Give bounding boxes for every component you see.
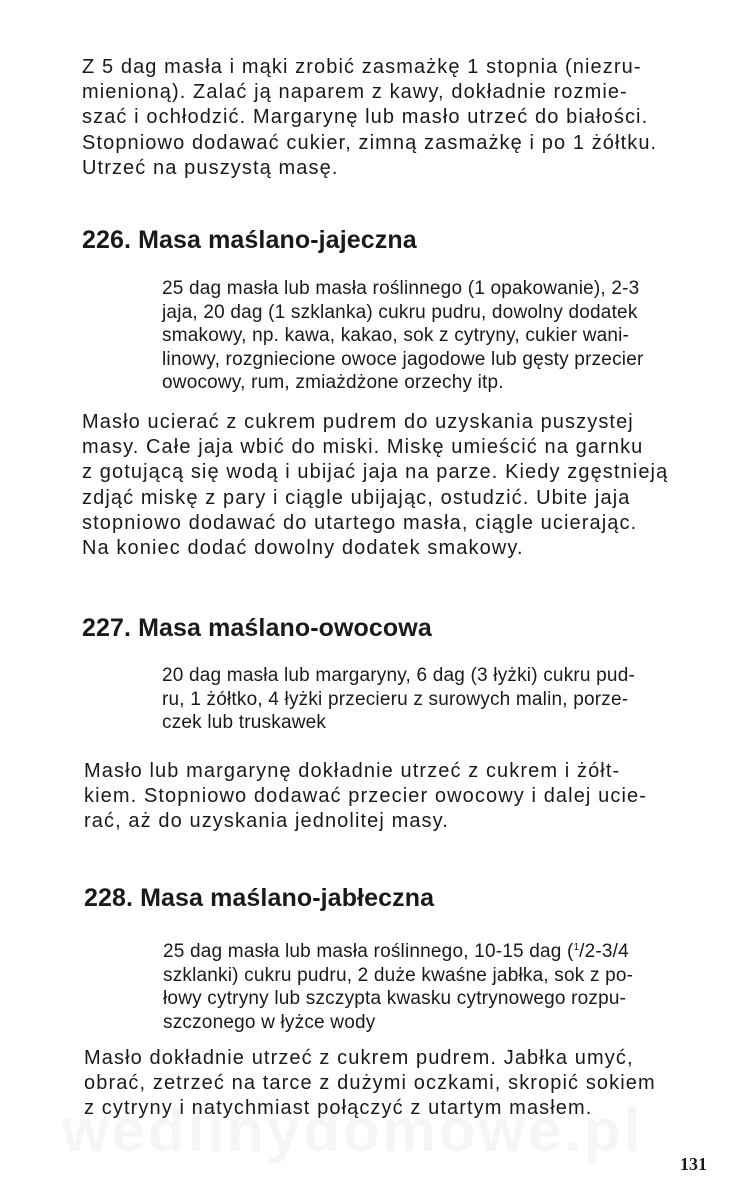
text-line: szać i ochłodzić. Margarynę lub masło utrzeć do białości. xyxy=(82,106,649,129)
text-line: Z 5 dag masła i mąki zrobić zasmażkę 1 stopnia (niezru- xyxy=(82,56,642,78)
text-line: 20 dag masła lub margaryny, 6 dag (3 łyżki) cukru pud- xyxy=(162,665,635,686)
text-line: Masło lub margarynę dokładnie utrzeć z cukrem i żółt- xyxy=(84,760,621,782)
text-line xyxy=(163,936,633,964)
text-line: szklanki) cukru pudru, 2 duże kwaśne jabłka, sok z po- xyxy=(163,964,634,986)
text-line: Masło dokładnie utrzeć z cukrem pudrem. Jabłka umyć, xyxy=(84,1047,634,1069)
text-line: mienioną). Zalać ją naparem z kawy, dokładnie rozmie- xyxy=(82,81,628,104)
text-line: obrać, zetrzeć na tarce z dużymi oczkami, skropić sokiem xyxy=(84,1072,656,1095)
text-line: łowy cytryny lub szczypta kwasku cytrynowego rozpu- xyxy=(163,988,627,1010)
recipe-226-method xyxy=(82,410,668,561)
recipe-228-method xyxy=(84,1046,656,1122)
text-fragment: /2-3/4 xyxy=(579,941,629,962)
text-line: linowy, rozgniecione owoce jagodowe lub gęsty przecier xyxy=(162,348,644,370)
text-line: ru, 1 żółtko, 4 łyżki przecieru z surowych malin, porze- xyxy=(162,688,629,710)
page-number: 131 xyxy=(680,1154,707,1174)
text-line: Masło ucierać z cukrem pudrem do uzyskania puszystej xyxy=(82,411,634,433)
text-line: owocowy, rum, zmiażdżone orzechy itp. xyxy=(162,372,504,394)
text-line: Utrzeć na puszystą masę. xyxy=(82,156,339,179)
text-line: Stopniowo dodawać cukier, zimną zasmażkę i po 1 żółtku. xyxy=(82,131,658,154)
text-line: stopniowo dodawać do utartego masła, ciągle ucierając. xyxy=(82,511,638,534)
text-fragment: 25 dag masła lub masła roślinnego, 10-15 dag ( xyxy=(163,941,574,962)
intro-paragraph xyxy=(82,55,657,181)
recipe-227-title: 227. Masa maślano-owocowa xyxy=(82,614,432,642)
recipe-227-ingredients xyxy=(162,664,635,735)
text-line: kiem. Stopniowo dodawać przecier owocowy i dalej ucie- xyxy=(84,785,647,808)
text-line: zdjąć miskę z pary i ciągle ubijając, ostudzić. Ubite jaja xyxy=(82,486,631,509)
text-line: smakowy, np. kawa, kakao, sok z cytryny, cukier wani- xyxy=(162,325,630,347)
text-line: z gotującą się wodą i ubijać jaja na parze. Kiedy zgęstnieją xyxy=(82,461,669,484)
superscript: 1 xyxy=(573,942,580,953)
text-line: czek lub truskawek xyxy=(162,712,327,734)
text-line: rać, aż do uzyskania jednolitej masy. xyxy=(84,810,449,833)
recipe-227-method xyxy=(84,759,647,835)
text-line: 25 dag masła lub masła roślinnego (1 opakowanie), 2-3 xyxy=(162,278,640,299)
recipe-226-title: 226. Masa maślano-jajeczna xyxy=(82,226,417,254)
recipe-226-ingredients xyxy=(162,277,644,395)
text-line: z cytryny i natychmiast połączyć z utartym masłem. xyxy=(84,1097,593,1120)
text-line: szczonego w łyżce wody xyxy=(163,1011,376,1033)
text-line: masy. Całe jaja wbić do miski. Miskę umieścić na garnku xyxy=(82,436,644,459)
text-line: jaja, 20 dag (1 szklanka) cukru pudru, dowolny dodatek xyxy=(162,301,638,323)
recipe-228-ingredients xyxy=(163,936,633,1034)
recipe-228-title: 228. Masa maślano-jabłeczna xyxy=(84,884,435,912)
text-line: Na koniec dodać dowolny dodatek smakowy. xyxy=(82,537,524,560)
